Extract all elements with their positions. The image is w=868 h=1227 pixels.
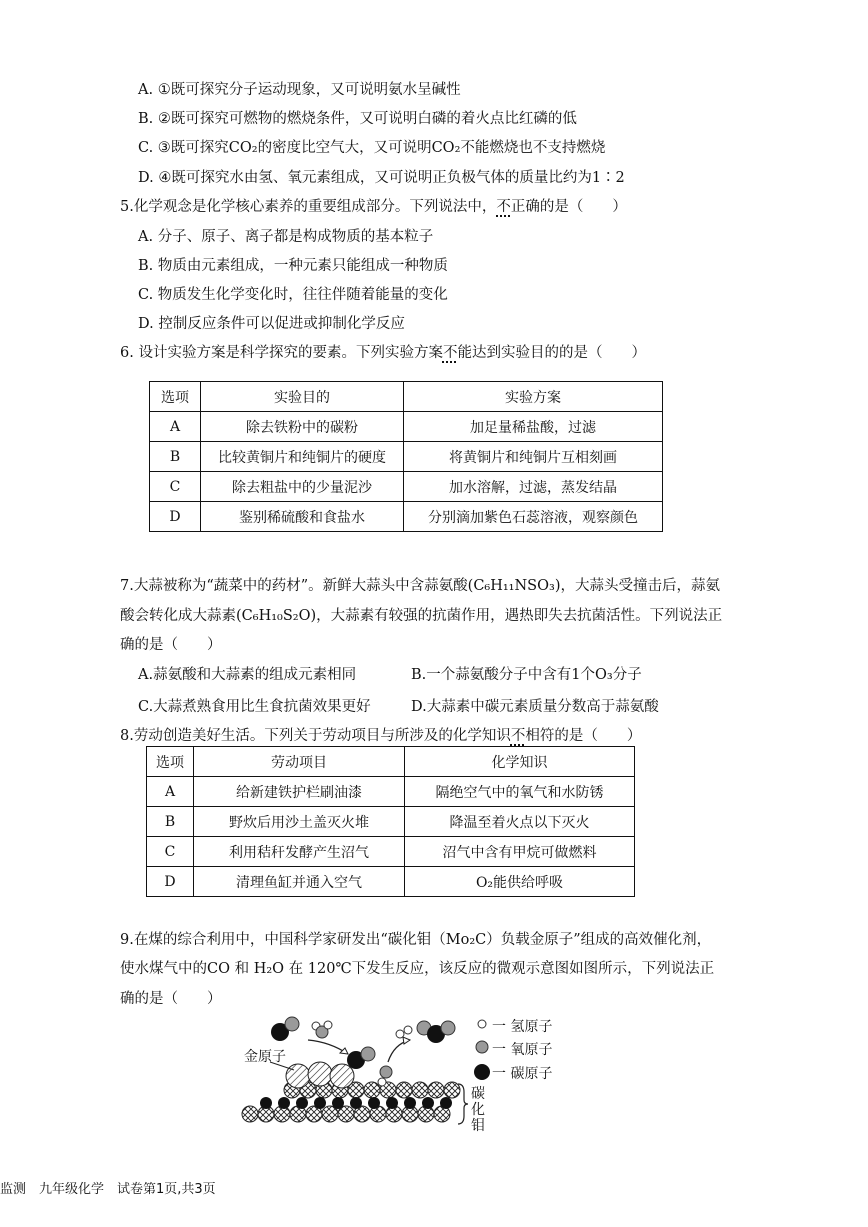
q7-option-d: D.大蒜素中碳元素质量分数高于蒜氨酸	[411, 699, 659, 715]
page-footer: 监测 九年级化学 试卷第1页,共3页	[0, 1182, 216, 1197]
table-row	[147, 867, 635, 897]
table-cell: 分别滴加紫色石蕊溶液，观察颜色	[404, 502, 663, 532]
q4-option-a: A. ①既可探究分子运动现象，又可说明氨水呈碱性	[138, 82, 461, 98]
table-cell: C	[150, 472, 201, 502]
table-row	[147, 837, 635, 867]
table-cell: 除去铁粉中的碳粉	[201, 412, 404, 442]
table-cell: A	[147, 777, 194, 807]
legend-carbon: 一 碳原子	[492, 1066, 553, 1082]
q5-option-c: C. 物质发生化学变化时，往往伴随着能量的变化	[138, 287, 448, 303]
q6-header-purpose: 实验目的	[201, 382, 404, 412]
gold-atoms	[286, 1062, 354, 1088]
table-cell: 加水溶解，过滤，蒸发结晶	[404, 472, 663, 502]
q8-stem-b: 相符的是（ ）	[525, 728, 642, 744]
q8-header-project: 劳动项目	[194, 747, 405, 777]
q5-option-a: A. 分子、原子、离子都是构成物质的基本粒子	[138, 229, 434, 245]
table-cell: 野炊后用沙土盖灭火堆	[194, 807, 405, 837]
q8-header-option: 选项	[147, 747, 194, 777]
q6-stem-a: 6. 设计实验方案是科学探究的要素。下列实验方案	[120, 345, 443, 361]
table-cell: 沼气中含有甲烷可做燃料	[405, 837, 635, 867]
table-cell: D	[150, 502, 201, 532]
table-cell: C	[147, 837, 194, 867]
support-label-char: 碳	[471, 1086, 485, 1102]
support-label-char: 化	[471, 1102, 485, 1118]
table-row	[150, 442, 663, 472]
q7-option-a: A.蒜氨酸和大蒜素的组成元素相同	[138, 667, 357, 683]
carbon-legend-icon	[474, 1064, 490, 1080]
table-cell: 清理鱼缸并通入空气	[194, 867, 405, 897]
hydrogen-legend-icon	[478, 1020, 486, 1028]
table-cell: 给新建铁护栏刷油漆	[194, 777, 405, 807]
table-cell: 利用秸秆发酵产生沼气	[194, 837, 405, 867]
mo2c-support	[242, 1082, 460, 1122]
q6-table-header	[150, 382, 663, 412]
q7-line-2: 酸会转化成大蒜素(C₆H₁₀S₂O)，大蒜素有较强的抗菌作用，遇热即失去抗菌活性。下列说法正	[120, 608, 723, 624]
q8-stem-a: 8.劳动创造美好生活。下列关于劳动项目与所涉及的化学知识	[120, 728, 511, 744]
support-label-char: 钼	[471, 1118, 485, 1134]
reactant-molecules	[271, 1017, 332, 1041]
q5-option-b: B. 物质由元素组成，一种元素只能组成一种物质	[138, 258, 448, 274]
q5-stem	[120, 197, 627, 217]
q6-table	[149, 381, 663, 532]
table-row	[150, 412, 663, 442]
adsorb-arrow-head	[340, 1048, 348, 1054]
gold-atom-label: 金原子	[244, 1049, 286, 1065]
table-cell: A	[150, 412, 201, 442]
q4-option-b: B. ②既可探究可燃物的燃烧条件，又可说明白磷的着火点比红磷的低	[138, 111, 577, 127]
table-cell: B	[147, 807, 194, 837]
q5-stem-a: 5.化学观念是化学核心素养的重要组成部分。下列说法中，	[120, 199, 497, 215]
table-row	[150, 472, 663, 502]
table-row	[150, 502, 663, 532]
q7-option-b: B.一个蒜氨酸分子中含有1个O₃分子	[411, 667, 642, 683]
table-cell: 鉴别稀硫酸和食盐水	[201, 502, 404, 532]
table-row	[147, 807, 635, 837]
q9-line-1: 9.在煤的综合利用中，中国科学家研发出“碳化钼（Mo₂C）负载金原子”组成的高效催化剂，	[120, 932, 712, 948]
q6-stem	[120, 343, 646, 363]
q7-line-1: 7.大蒜被称为“蔬菜中的药材”。新鲜大蒜头中含蒜氨酸(C₆H₁₁NSO₃)，大蒜头受撞击后，蒜氨	[120, 578, 720, 594]
q6-header-option: 选项	[150, 382, 201, 412]
table-cell: 降温至着火点以下灭火	[405, 807, 635, 837]
q8-table-header	[147, 747, 635, 777]
q8-stem-emphasis: 不	[510, 728, 526, 744]
legend-hydrogen: 一 氢原子	[492, 1019, 553, 1035]
q5-stem-emphasis: 不	[496, 199, 511, 215]
q4-option-c: C. ③既可探究CO₂的密度比空气大，又可说明CO₂不能燃烧也不支持燃烧	[138, 140, 606, 156]
q7-option-c: C.大蒜煮熟食用比生食抗菌效果更好	[138, 699, 371, 715]
table-cell: 除去粗盐中的少量泥沙	[201, 472, 404, 502]
q5-stem-b: 正确的是（ ）	[510, 199, 627, 215]
q8-stem	[120, 726, 641, 746]
desorb-arrow-head	[403, 1037, 410, 1044]
oxygen-legend-icon	[476, 1041, 488, 1053]
reaction-diagram	[230, 1010, 500, 1135]
q8-table	[146, 746, 635, 897]
q7-line-3: 确的是（ ）	[120, 637, 222, 653]
desorb-arrow	[388, 1040, 410, 1062]
q8-header-knowledge: 化学知识	[405, 747, 635, 777]
table-cell: O₂能供给呼吸	[405, 867, 635, 897]
table-cell: 隔绝空气中的氧气和水防锈	[405, 777, 635, 807]
legend-oxygen: 一 氧原子	[492, 1042, 553, 1058]
q6-stem-b: 能达到实验目的的是（ ）	[457, 345, 646, 361]
q5-option-d: D. 控制反应条件可以促进或抑制化学反应	[138, 316, 405, 332]
q6-stem-emphasis: 不	[442, 345, 458, 361]
support-label	[471, 1086, 485, 1134]
table-cell: D	[147, 867, 194, 897]
q4-option-d: D. ④既可探究水由氢、氧元素组成，又可说明正负极气体的质量比约为1∶2	[138, 170, 625, 186]
table-cell: 加足量稀盐酸，过滤	[404, 412, 663, 442]
table-cell: 将黄铜片和纯铜片互相刻画	[404, 442, 663, 472]
q6-header-plan: 实验方案	[404, 382, 663, 412]
q9-line-2: 使水煤气中的CO 和 H₂O 在 120℃下发生反应，该反应的微观示意图如图所示，下列说法正	[120, 961, 715, 977]
table-row	[147, 777, 635, 807]
table-cell: B	[150, 442, 201, 472]
q9-line-3: 确的是（ ）	[120, 991, 222, 1007]
table-cell: 比较黄铜片和纯铜片的硬度	[201, 442, 404, 472]
